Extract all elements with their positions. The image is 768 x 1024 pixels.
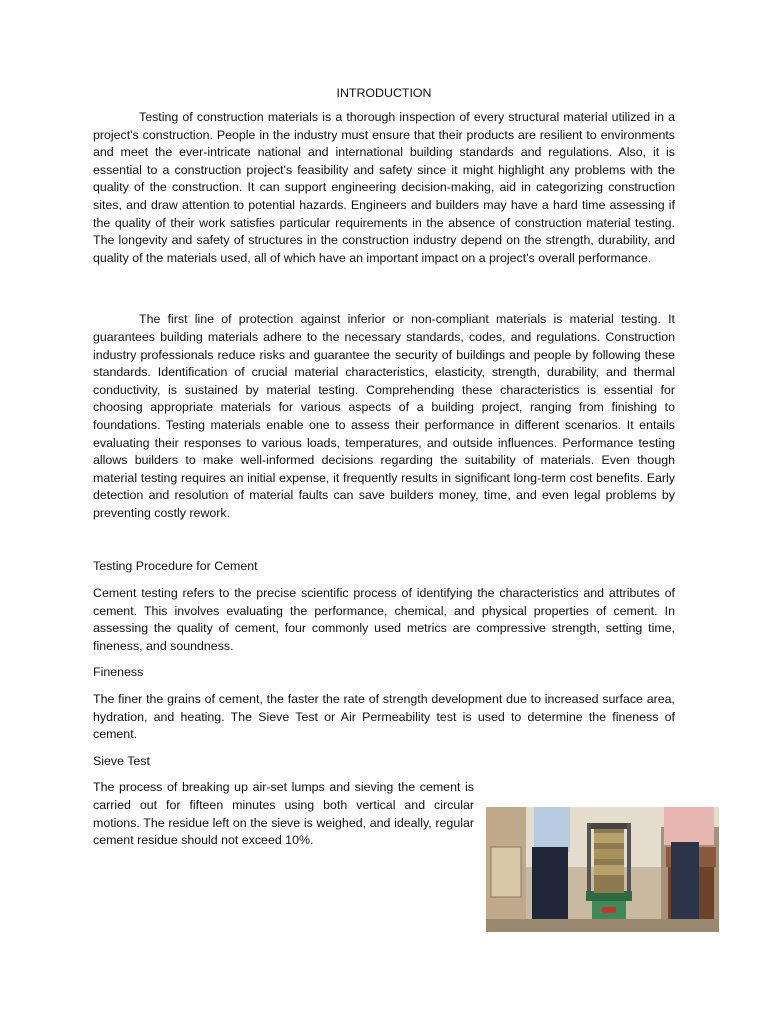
page-title: INTRODUCTION (336, 86, 432, 100)
intro-paragraph-2: The first line of protection against inferior or non-compliant materials is material testing. It guarantees building materials adhere to the necessary standards, codes, and regulations. Construction industry professionals reduce risks and guarantee the security of buildings and people by following these standards. Identification of crucial material characteristics, elasticity, strength, durability, and thermal conductivity, is sustained by material testing. Comprehending these characteristics is essential for choosing appropriate materials for various aspects of a building project, ranging from finishing to foundations. Testing materials enable one to assess their performance in different scenarios. It entails evaluating their responses to various loads, temperatures, and outside influences. Performance testing allows builders to make well-informed decisions regarding the suitability of materials. Even though material testing requires an initial expense, it frequently results in significant long-term cost benefits. Early detection and resolution of material faults can save builders money, time, and even legal problems by preventing costly rework. (93, 312, 675, 520)
sieve-shaker-photo (486, 807, 719, 932)
fineness-paragraph: The finer the grains of cement, the faster the rate of strength development due to increased surface area, hydration, and heating. The Sieve Test or Air Permeability test is used to determine the fineness of cement. (93, 692, 675, 742)
cement-paragraph: Cement testing refers to the precise scientific process of identifying the characteristics and attributes of cement. This involves evaluating the performance, chemical, and physical properties of cement. In assessing the quality of cement, four commonly used metrics are compressive strength, setting time, fineness, and soundness. (93, 586, 675, 653)
intro-paragraph-1: Testing of construction materials is a thorough inspection of every structural material utilized in a project's construction. People in the industry must ensure that their products are resilient to environments and meet the ever-intricate national and international building standards and regulations. Also, it is essential to a construction project's feasibility and safety since it might highlight any problems with the quality of the construction. It can support engineering decision-making, aid in categorizing construction sites, and draw attention to potential hazards. Engineers and builders may have a hard time assessing if the quality of their work satisfies particular requirements in the absence of construction material testing. The longevity and safety of structures in the construction industry depend on the strength, durability, and quality of the materials used, all of which have an important impact on a project's overall performance. (93, 110, 675, 265)
cement-heading: Testing Procedure for Cement (93, 559, 258, 574)
sieve-heading: Sieve Test (93, 753, 150, 768)
spacer (93, 522, 675, 558)
sieve-paragraph: The process of breaking up air-set lumps and sieving the cement is carried out for fifteen minutes using both vertical and circular motions. The residue left on the sieve is weighed, and ideally, regular cement residue should not exceed 10%. (93, 780, 474, 848)
document-page (93, 86, 675, 850)
fineness-heading: Fineness (93, 665, 144, 680)
spacer (93, 267, 675, 311)
